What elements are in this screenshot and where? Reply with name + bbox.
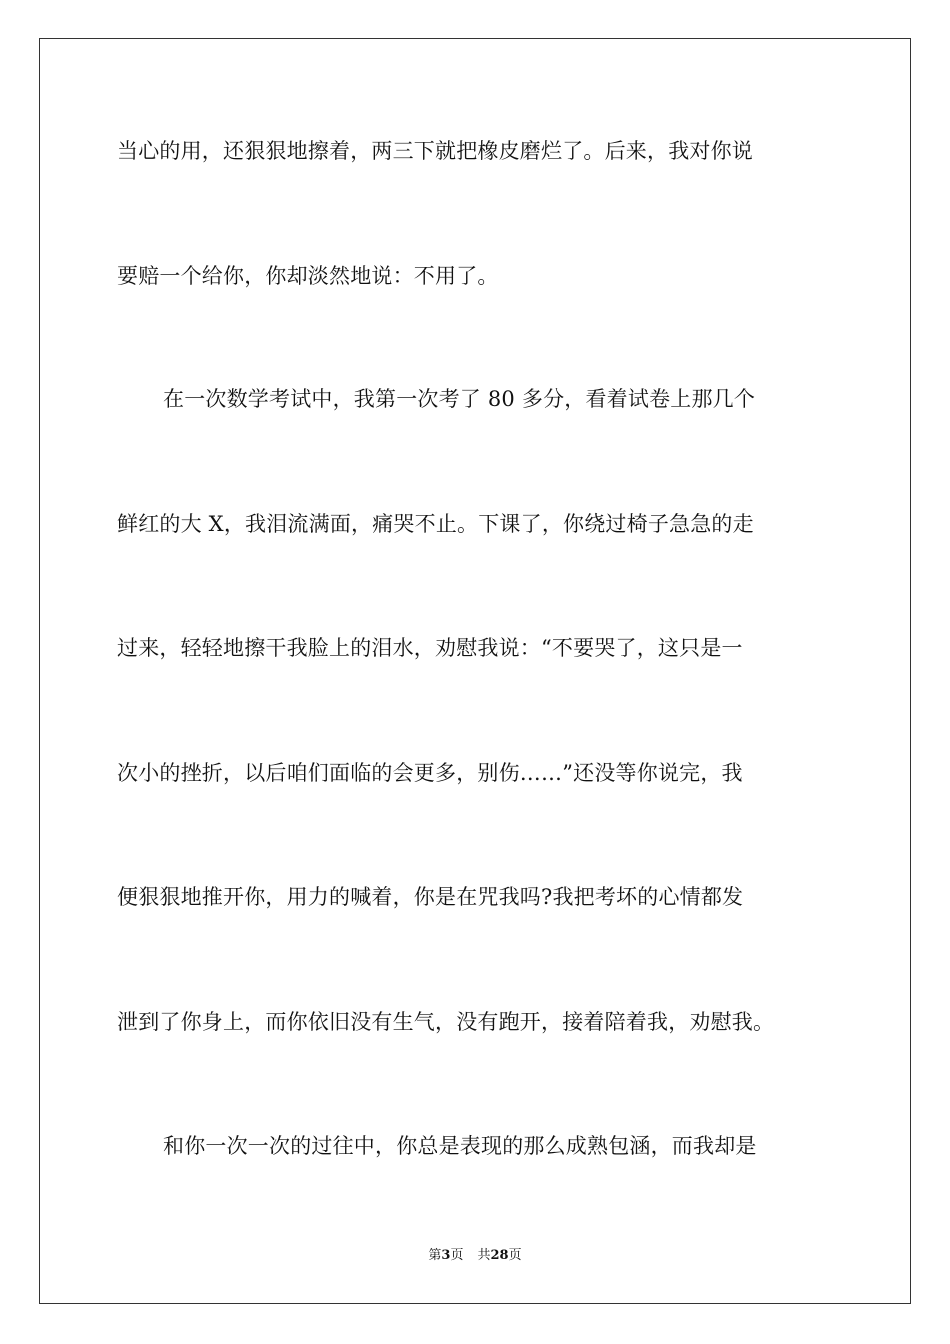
page-number: 3 [441, 1248, 451, 1263]
text-line-7: 便狠狠地推开你，用力的喊着，你是在咒我吗?我把考坏的心情都发 [117, 885, 744, 909]
total-suffix: 页 [508, 1248, 522, 1263]
total-prefix: 共 [477, 1248, 491, 1263]
text-line-2: 要赔一个给你，你却淡然地说：不用了。 [117, 264, 499, 288]
page-suffix: 页 [450, 1248, 464, 1263]
text-line-5: 过来，轻轻地擦干我脸上的泪水，劝慰我说：“不要哭了，这只是一 [117, 636, 743, 660]
total-pages: 28 [490, 1248, 509, 1263]
text-line-6: 次小的挫折，以后咱们面临的会更多，别伤……”还没等你说完，我 [117, 761, 743, 785]
text-line-1: 当心的用，还狠狠地擦着，两三下就把橡皮磨烂了。后来，我对你说 [117, 139, 753, 163]
text-line-4: 鲜红的大 X，我泪流满面，痛哭不止。下课了，你绕过椅子急急的走 [117, 512, 754, 536]
text-line-8: 泄到了你身上，而你依旧没有生气，没有跑开，接着陪着我，劝慰我。 [117, 1010, 775, 1034]
text-line-3-paragraph-start: 在一次数学考试中，我第一次考了 80 多分，看着试卷上那几个 [163, 387, 756, 411]
text-line-9-paragraph-start: 和你一次一次的过往中，你总是表现的那么成熟包涵，而我却是 [163, 1134, 757, 1158]
page-prefix: 第 [428, 1248, 442, 1263]
page-border [39, 38, 911, 1304]
page-footer [0, 1247, 950, 1265]
